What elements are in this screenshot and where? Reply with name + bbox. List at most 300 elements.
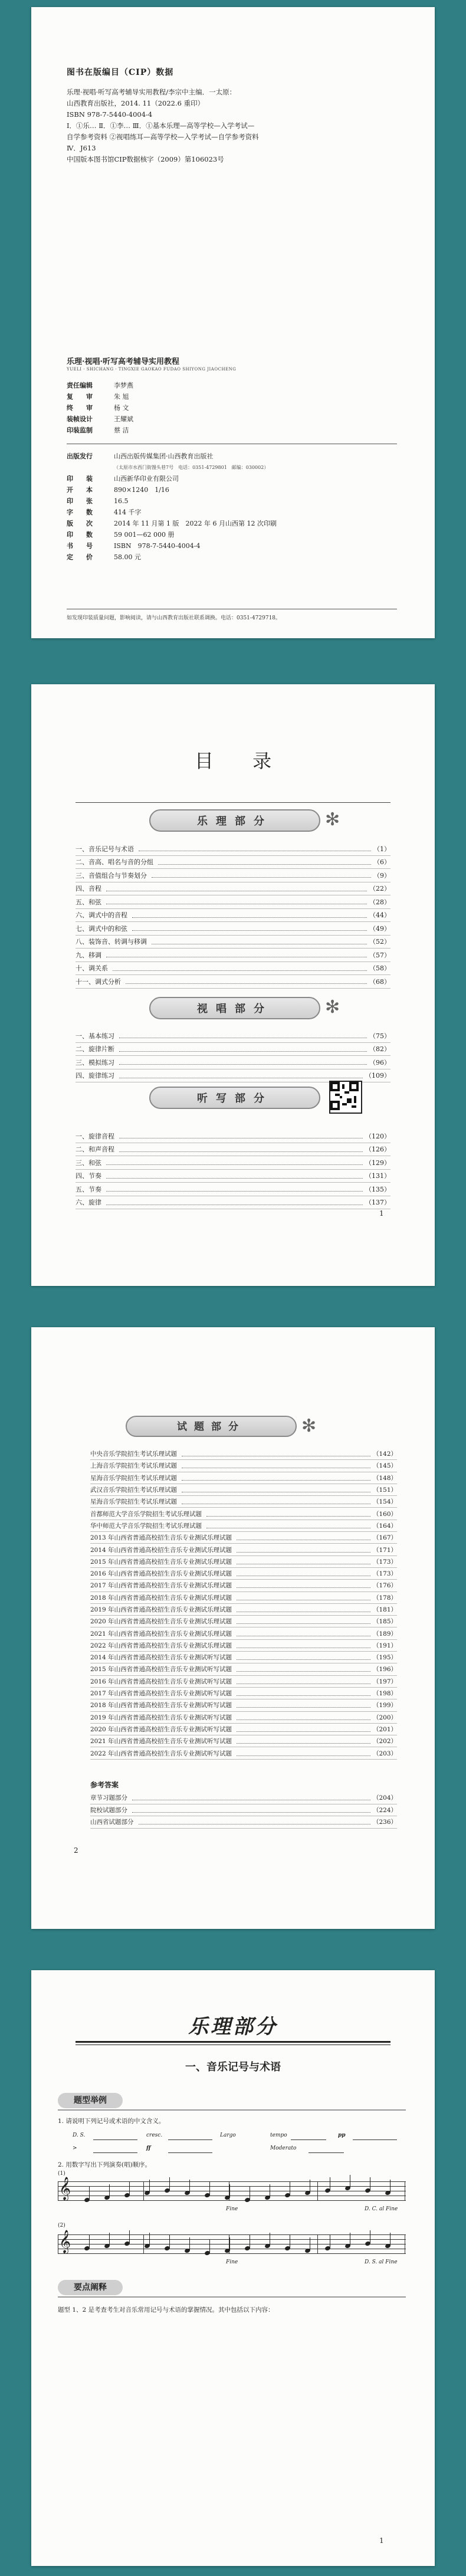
toc-item-page: （164） — [372, 1522, 397, 1530]
leader-dots — [106, 1173, 363, 1179]
toc-item-title: 2016 年山西省普通高校招生音乐专业测试听写试题 — [90, 1678, 232, 1685]
toc-item[interactable] — [76, 895, 390, 909]
toc-list-tingxie — [76, 1130, 390, 1209]
pub-value: 414 千字 — [114, 508, 142, 516]
toc-item[interactable] — [76, 1056, 390, 1069]
toc-item-page: （171） — [372, 1546, 397, 1554]
toc-list-exam — [90, 1448, 397, 1760]
term: > — [73, 2145, 77, 2151]
toc-item-title: 八、装饰音、转调与移调 — [76, 938, 147, 946]
divider — [58, 2296, 406, 2298]
toc-item-page: （1） — [373, 845, 390, 853]
leader-dots — [237, 1559, 370, 1564]
leader-dots — [237, 1535, 370, 1540]
section-banner-yueli: 乐理部分 — [149, 809, 320, 832]
leader-dots — [182, 1499, 370, 1504]
toc-item-title: 四、节奏 — [76, 1172, 101, 1180]
note-stem — [89, 2235, 90, 2248]
toc-item-page: （201） — [372, 1725, 397, 1733]
pub-row — [67, 529, 277, 540]
toc-item-title: 2018 年山西省普通高校招生音乐专业测试乐理试题 — [90, 1594, 232, 1602]
leader-dots — [206, 1511, 370, 1517]
toc-item[interactable] — [76, 1130, 390, 1143]
toc-item[interactable] — [76, 936, 390, 949]
toc-item-title: 一、基本练习 — [76, 1032, 114, 1040]
leader-dots — [237, 1583, 370, 1588]
toc-item-page: （96） — [369, 1058, 390, 1067]
pub-value: 58.00 元 — [114, 553, 141, 561]
page-number: 2 — [74, 1846, 78, 1855]
toc-item[interactable] — [90, 1747, 397, 1759]
toc-item-title: 五、和弦 — [76, 898, 101, 906]
qr-code-icon[interactable] — [329, 1081, 362, 1114]
section-banner-shichang: 视唱部分 — [149, 997, 320, 1019]
answers-heading: 参考答案 — [90, 1781, 119, 1789]
toc-item[interactable] — [76, 962, 390, 976]
toc-item-page: （167） — [372, 1534, 397, 1542]
toc-item-page: （131） — [365, 1172, 390, 1180]
toc-item-title: 五、节奏 — [76, 1185, 101, 1193]
page-number: 1 — [379, 1209, 384, 1218]
toc-item-page: （173） — [372, 1558, 397, 1566]
note-stem — [189, 2237, 190, 2250]
leader-dots — [237, 1751, 370, 1756]
toc-item[interactable] — [90, 1484, 397, 1496]
leader-dots — [182, 1487, 370, 1492]
toc-item-title: 山西省试题部分 — [90, 1819, 134, 1826]
toc-item-page: （120） — [365, 1132, 390, 1140]
toc-item[interactable] — [90, 1460, 397, 1472]
toc-item-title: 2022 年山西省普通高校招生音乐专业测试听写试题 — [90, 1750, 232, 1757]
toc-item-title: 2021 年山西省普通高校招生音乐专业测试乐理试题 — [90, 1630, 232, 1638]
content-page — [31, 1970, 435, 2566]
note-stem — [109, 2233, 110, 2246]
toc-item-page: （28） — [369, 898, 390, 906]
toc-item-title: 2019 年山西省普通高校招生音乐专业测试听写试题 — [90, 1714, 232, 1721]
toc-item-page: （129） — [365, 1159, 390, 1167]
staff-list — [67, 380, 133, 436]
toc-item-title: 武汉音乐学院招生考试乐理试题 — [90, 1486, 177, 1494]
section-banner-exam: 试题部分 — [126, 1416, 297, 1437]
question-1: 1. 请说明下列记号或术语的中文含义。 — [58, 2118, 165, 2125]
toc-item-page: （9） — [373, 871, 390, 880]
answer-blank — [168, 2139, 212, 2140]
toc-item-page: （142） — [372, 1451, 397, 1458]
staff-row — [67, 425, 133, 436]
toc-item[interactable] — [90, 1699, 397, 1711]
toc-item-title: 星海音乐学院招生考试乐理试题 — [90, 1474, 177, 1482]
leader-dots — [237, 1679, 370, 1684]
leader-dots — [237, 1666, 370, 1672]
leader-dots — [158, 859, 371, 865]
toc-item[interactable] — [90, 1652, 397, 1663]
pub-row — [67, 540, 277, 552]
toc-item-page: （151） — [372, 1486, 397, 1494]
toc-item-title: 十、调关系 — [76, 964, 108, 973]
leader-dots — [132, 1795, 370, 1800]
toc-item-page: （148） — [372, 1474, 397, 1482]
leader-dots — [119, 1046, 367, 1052]
toc-page — [31, 684, 435, 1286]
toc-item-page: （145） — [372, 1462, 397, 1470]
toc-item[interactable] — [90, 1472, 397, 1484]
cip-line: 乐理·视唱·听写高考辅导实用教程/李宗中主编．一太原： — [67, 88, 237, 96]
toc-item-title: 院校试题部分 — [90, 1806, 127, 1814]
pub-row — [67, 518, 277, 529]
toc-item-page: （160） — [372, 1510, 397, 1518]
toc-item-title: 2016 年山西省普通高校招生音乐专业测试乐理试题 — [90, 1570, 232, 1578]
note-stem — [109, 2184, 110, 2197]
toc-item[interactable] — [90, 1676, 397, 1688]
toc-item[interactable] — [76, 882, 390, 896]
toc-item[interactable] — [76, 1170, 390, 1183]
toc-item-title: 2015 年山西省普通高校招生音乐专业测试乐理试题 — [90, 1558, 232, 1566]
toc-item-page: （173） — [372, 1570, 397, 1578]
leader-dots — [237, 1607, 370, 1612]
leader-dots — [119, 1073, 363, 1078]
term: D. S. — [73, 2132, 86, 2138]
toc-item[interactable] — [90, 1556, 397, 1568]
pub-key: 版 次 — [67, 520, 93, 527]
asterisk-icon: ✻ — [301, 1416, 317, 1436]
note-stem — [209, 2240, 210, 2253]
leader-dots — [152, 872, 371, 878]
staff-role: 终 审 — [67, 404, 93, 412]
pub-row — [67, 451, 277, 462]
toc-item-page: （196） — [372, 1666, 397, 1673]
asterisk-icon: ✻ — [325, 997, 340, 1018]
toc-item-page: （236） — [372, 1819, 397, 1826]
pub-value: 2014 年 11 月第 1 版 2022 年 6 月山西第 12 次印刷 — [114, 520, 277, 527]
pub-key: 字 数 — [67, 508, 93, 516]
leader-dots — [106, 886, 367, 891]
toc-item[interactable] — [90, 1627, 397, 1639]
toc-list-answers — [90, 1792, 397, 1829]
toc-item-title: 三、和弦 — [76, 1159, 101, 1167]
toc-item-page: （185） — [372, 1618, 397, 1626]
music-staff-2 — [58, 2230, 406, 2258]
toc-item[interactable] — [90, 1508, 397, 1520]
toc-item[interactable] — [90, 1640, 397, 1652]
toc-item[interactable] — [90, 1592, 397, 1604]
music-staff-1 — [58, 2177, 406, 2205]
staff-role: 装帧设计 — [67, 415, 93, 423]
dc-label: D. C. al Fine — [365, 2206, 398, 2212]
toc-item-page: （204） — [372, 1794, 397, 1802]
barline — [317, 2234, 318, 2253]
barline — [317, 2181, 318, 2200]
answer-blank — [93, 2139, 137, 2140]
toc-item[interactable] — [76, 1156, 390, 1170]
leader-dots — [182, 1451, 370, 1456]
toc-item-page: （68） — [369, 977, 390, 986]
toc-item-title: 2017 年山西省普通高校招生音乐专业测试乐理试题 — [90, 1582, 232, 1590]
toc-item-page: （189） — [372, 1630, 397, 1638]
staff-role: 印装监制 — [67, 426, 93, 434]
treble-clef-icon: 𝄞 — [59, 2177, 71, 2200]
toc-item-page: （135） — [365, 1185, 390, 1193]
tag-key-points: 要点阐释 — [58, 2280, 123, 2295]
toc-item-title: 2017 年山西省普通高校招生音乐专业测试听写试题 — [90, 1690, 232, 1698]
ds-label: D. S. al Fine — [365, 2259, 398, 2265]
cip-line: Ⅰ．①乐… Ⅱ．①李… Ⅲ．①基本乐理—高等学校—入学考试— — [67, 122, 255, 130]
toc-item[interactable] — [76, 842, 390, 856]
toc-item[interactable] — [90, 1604, 397, 1616]
pub-value: 59 001—62 000 册 — [114, 531, 175, 539]
cip-line: Ⅳ．J613 — [67, 144, 96, 152]
toc-item[interactable] — [76, 1143, 390, 1157]
staff-name: 杨 文 — [114, 404, 129, 412]
publication-info — [67, 451, 277, 563]
pub-key: 出版发行 — [67, 452, 93, 460]
toc-item[interactable] — [76, 1043, 390, 1056]
leader-dots — [237, 1691, 370, 1696]
term: pp — [338, 2132, 346, 2138]
copyright-page — [31, 7, 435, 638]
pub-key: 印 装 — [67, 475, 93, 483]
toc-item[interactable] — [90, 1448, 397, 1460]
toc-item-title: 2020 年山西省普通高校招生音乐专业测试乐理试题 — [90, 1618, 232, 1626]
leader-dots — [132, 926, 367, 931]
pub-key: 印 数 — [67, 531, 93, 539]
answer-blank — [93, 2152, 137, 2153]
toc-item[interactable] — [90, 1712, 397, 1724]
note-stem — [129, 2230, 130, 2243]
toc-item[interactable] — [90, 1568, 397, 1580]
leader-dots — [119, 1033, 367, 1038]
leader-dots — [119, 1059, 367, 1065]
tag-examples: 题型举例 — [58, 2093, 123, 2108]
toc-item-title: 2022 年山西省普通高校招生音乐专业测试乐理试题 — [90, 1642, 232, 1649]
note-stem — [229, 2184, 230, 2197]
staff-line — [58, 2239, 406, 2240]
toc-item[interactable] — [76, 949, 390, 962]
toc-item-title: 三、音值组合与节奏划分 — [76, 871, 147, 880]
pub-value: （太原市水西门街馒头巷7号 电话：0351-4729801 邮编：030002） — [114, 465, 269, 470]
term: cresc. — [146, 2132, 163, 2138]
leader-dots — [237, 1702, 370, 1708]
toc-item-title: 上海音乐学院招生考试乐理试题 — [90, 1462, 177, 1470]
staff-name: 王耀斌 — [114, 415, 133, 423]
leader-dots — [132, 913, 367, 918]
toc-item[interactable] — [76, 1029, 390, 1043]
toc-item[interactable] — [76, 1183, 390, 1196]
note-stem — [189, 2180, 190, 2193]
toc-item[interactable] — [90, 1520, 397, 1532]
toc-item-page: （199） — [372, 1702, 397, 1709]
toc-item-page: （52） — [369, 938, 390, 946]
leader-dots — [132, 1807, 370, 1813]
pub-key: 开 本 — [67, 486, 93, 494]
pub-row — [67, 473, 277, 484]
staff-line — [58, 2186, 406, 2187]
toc-item[interactable] — [90, 1544, 397, 1556]
toc-item[interactable] — [90, 1496, 397, 1508]
cip-header: 图书在版编目（CIP）数据 — [67, 68, 174, 77]
toc-item-title: 二、和声音程 — [76, 1146, 114, 1154]
toc-item-title: 七、调式中的和弦 — [76, 924, 127, 933]
toc-item[interactable] — [90, 1735, 397, 1747]
pub-row — [67, 507, 277, 518]
toc-item[interactable] — [76, 975, 390, 989]
staff-name: 朱 旭 — [114, 393, 129, 401]
pub-key: 书 号 — [67, 542, 93, 550]
section-title: 一、音乐记号与术语 — [185, 2061, 281, 2073]
toc-item-title: 一、音乐记号与术语 — [76, 845, 134, 853]
leader-dots — [237, 1655, 370, 1660]
toc-item[interactable] — [90, 1663, 397, 1675]
toc-item-page: （6） — [373, 858, 390, 867]
toc-item-page: （22） — [369, 885, 390, 893]
page-number: 1 — [379, 2536, 384, 2545]
book-title: 乐理·视唱·听写高考辅导实用教程 — [67, 357, 180, 366]
toc-item-page: （224） — [372, 1806, 397, 1814]
leader-dots — [119, 1147, 363, 1152]
toc-item-page: （191） — [372, 1642, 397, 1649]
toc-item-page: （82） — [369, 1045, 390, 1054]
explanation-text: 题型 1、2 是考查考生对音乐常用记号与术语的掌握情况。其中包括以下内容： — [58, 2306, 274, 2314]
leader-dots — [106, 1160, 363, 1165]
cip-line: 自学参考资料 ②视唱练耳—高等学校—入学考试—自学参考资料 — [67, 133, 259, 141]
quality-note: 如发现印装质量问题，影响阅读，请与山西教育出版社联系调换。电话：0351-4729718。 — [67, 615, 281, 621]
staff-line — [58, 2253, 406, 2254]
leader-dots — [152, 939, 367, 944]
pub-key: 定 价 — [67, 553, 93, 561]
pub-value: 16.5 — [114, 497, 129, 505]
pub-row — [67, 495, 277, 507]
toc-item[interactable] — [76, 869, 390, 882]
toc-list-yueli — [76, 842, 390, 989]
barline — [143, 2234, 144, 2253]
note-stem — [169, 2177, 170, 2190]
toc-item-page: （44） — [369, 911, 390, 920]
toc-item[interactable] — [90, 1724, 397, 1735]
toc-item-title: 四、旋律练习 — [76, 1072, 114, 1080]
staff-name: 李梦燕 — [114, 382, 133, 389]
leader-dots — [106, 952, 367, 957]
divider — [76, 802, 390, 803]
toc-item[interactable] — [90, 1532, 397, 1544]
section-banner-tingxie: 听写部分 — [149, 1087, 320, 1109]
toc-item-page: （200） — [372, 1714, 397, 1721]
pub-value: ISBN 978-7-5440-4004-4 — [114, 542, 201, 550]
divider — [76, 2041, 390, 2043]
toc-item[interactable] — [90, 1792, 397, 1804]
toc-item-page: （57） — [369, 951, 390, 959]
note-stem — [149, 2233, 150, 2246]
toc-item[interactable] — [90, 1804, 397, 1817]
toc-item-page: （181） — [372, 1606, 397, 1613]
toc-item[interactable] — [76, 856, 390, 869]
example-label: (2) — [58, 2223, 65, 2229]
leader-dots — [237, 1715, 370, 1720]
toc-item[interactable] — [90, 1816, 397, 1829]
term: tempo — [270, 2132, 287, 2138]
toc-item-page: （154） — [372, 1498, 397, 1506]
toc-item[interactable] — [76, 909, 390, 923]
toc-item-title: 星海音乐学院招生考试乐理试题 — [90, 1498, 177, 1506]
toc-item-page: （176） — [372, 1582, 397, 1590]
toc-item-page: （197） — [372, 1678, 397, 1685]
pub-value: 山西出版传媒集团·山西教育出版社 — [114, 452, 214, 460]
term: ff — [146, 2145, 151, 2151]
pub-row — [67, 484, 277, 495]
toc-item-page: （202） — [372, 1738, 397, 1745]
treble-clef-icon: 𝄞 — [59, 2230, 71, 2253]
fine-label: Fine — [226, 2206, 238, 2212]
note-stem — [229, 2237, 230, 2250]
toc-item-title: 2014 年山西省普通高校招生音乐专业测试乐理试题 — [90, 1546, 232, 1554]
toc-item-title: 六、调式中的音程 — [76, 911, 127, 920]
leader-dots — [237, 1595, 370, 1600]
leader-dots — [237, 1738, 370, 1744]
toc-item-title: 2019 年山西省普通高校招生音乐专业测试乐理试题 — [90, 1606, 232, 1613]
toc-list-shichang — [76, 1029, 390, 1082]
leader-dots — [237, 1547, 370, 1553]
toc-item-page: （75） — [369, 1032, 390, 1040]
leader-dots — [237, 1727, 370, 1732]
pub-key — [67, 462, 114, 473]
leader-dots — [237, 1631, 370, 1636]
cip-line: 山西教育出版社，2014. 11（2022.6 重印） — [67, 99, 205, 107]
cip-line: ISBN 978-7-5440-4004-4 — [67, 110, 153, 119]
staff-line — [58, 2234, 406, 2235]
toc-item[interactable] — [90, 1616, 397, 1627]
leader-dots — [119, 1133, 363, 1138]
barline — [143, 2181, 144, 2200]
book-subtitle: YUELI · SHICHANG · TINGXIE GAOKAO FUDAO SHIYONG JIAOCHENG — [67, 367, 237, 372]
toc-item-title: 十一、调式分析 — [76, 977, 121, 986]
toc-item-page: （198） — [372, 1690, 397, 1698]
leader-dots — [139, 846, 371, 851]
cip-data — [67, 87, 259, 165]
part-title: 乐理部分 — [188, 2015, 278, 2039]
pub-value: 890×1240 1/16 — [114, 486, 169, 494]
leader-dots — [106, 1200, 363, 1205]
toc-item-title: 二、音高、唱名与音的分组 — [76, 858, 153, 867]
note-stem — [89, 2187, 90, 2200]
staff-role: 复 审 — [67, 393, 93, 401]
toc-exam-page — [31, 1327, 435, 1929]
toc-item-page: （203） — [372, 1750, 397, 1757]
leader-dots — [139, 1819, 370, 1824]
staff-row — [67, 391, 133, 402]
toc-item[interactable] — [76, 922, 390, 936]
toc-item[interactable] — [76, 1196, 390, 1210]
toc-item-page: （58） — [369, 964, 390, 973]
leader-dots — [237, 1619, 370, 1624]
staff-role: 责任编辑 — [67, 382, 93, 389]
toc-item-page: （49） — [369, 924, 390, 933]
staff-row — [67, 380, 133, 391]
toc-item[interactable] — [90, 1688, 397, 1699]
toc-item-title: 2020 年山西省普通高校招生音乐专业测试听写试题 — [90, 1725, 232, 1733]
toc-item[interactable] — [90, 1580, 397, 1591]
staff-row — [67, 402, 133, 414]
toc-item-title: 2018 年山西省普通高校招生音乐专业测试听写试题 — [90, 1702, 232, 1709]
toc-item-title: 三、模拟练习 — [76, 1058, 114, 1067]
note-stem — [149, 2180, 150, 2193]
question-2: 2. 用数字写出下列演奏(唱)顺序。 — [58, 2161, 152, 2168]
pub-row — [67, 552, 277, 563]
leader-dots — [237, 1571, 370, 1576]
toc-item-page: （195） — [372, 1654, 397, 1662]
leader-dots — [182, 1475, 370, 1481]
pub-row — [67, 462, 277, 473]
pub-value: 山西新华印业有限公司 — [114, 475, 179, 483]
toc-item-title: 2014 年山西省普通高校招生音乐专业测试听写试题 — [90, 1654, 232, 1662]
toc-item-title: 中央音乐学院招生考试乐理试题 — [90, 1451, 177, 1458]
